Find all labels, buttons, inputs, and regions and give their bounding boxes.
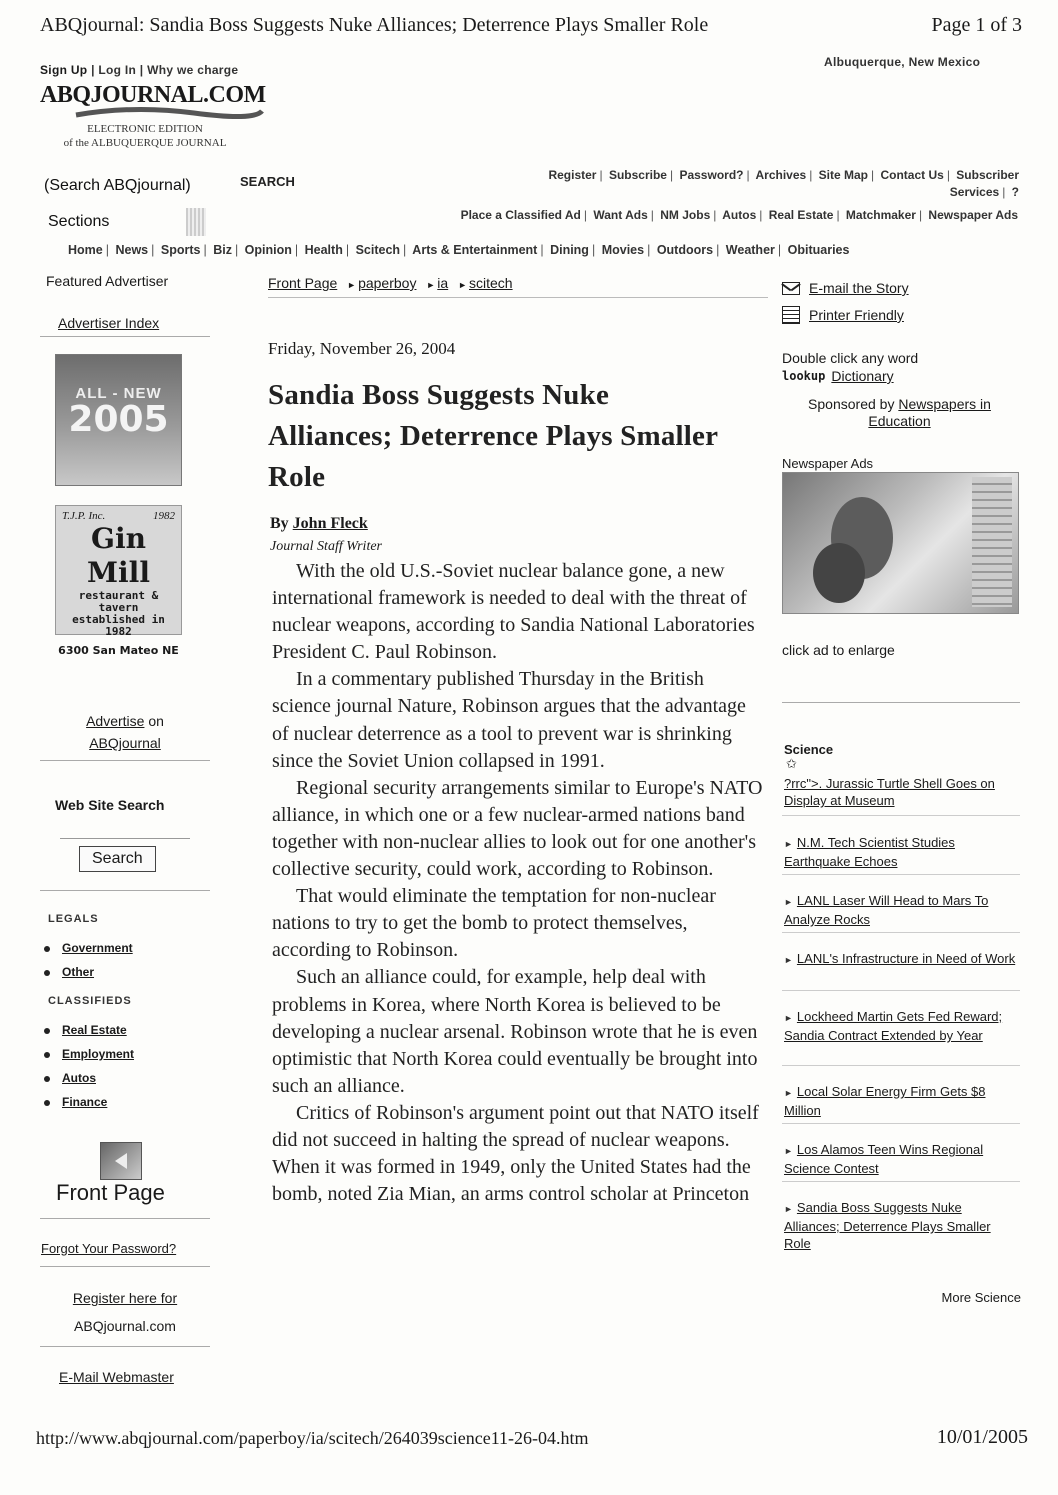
autos-link[interactable]: Autos xyxy=(722,208,757,222)
classified-item[interactable] xyxy=(44,1018,134,1042)
science-item[interactable] xyxy=(784,892,1019,928)
logo-subtitle-1: ELECTRONIC EDITION xyxy=(87,123,203,135)
science-item-link[interactable]: LANL Laser Will Head to Mars To Analyze Rocks xyxy=(784,893,989,927)
science-item-link[interactable]: N.M. Tech Scientist Studies Earthquake Echoes xyxy=(784,835,955,869)
subscriber-services-link-2[interactable]: Services xyxy=(949,185,1000,199)
article-headline: Sandia Boss Suggests Nuke Alliances; Deterrence Plays Smaller Role xyxy=(268,379,718,493)
legal-item[interactable] xyxy=(44,960,133,984)
article-body xyxy=(272,558,767,1208)
science-item[interactable] xyxy=(784,775,1019,809)
science-item-link[interactable]: Local Solar Energy Firm Gets $8 Million xyxy=(784,1084,986,1118)
forgot-password-link[interactable]: Forgot Your Password? xyxy=(41,1241,177,1256)
nav-arts[interactable]: Arts & Entertainment xyxy=(412,243,538,257)
more-science-link[interactable]: More Science xyxy=(941,1290,1021,1305)
dictionary-link[interactable]: Dictionary xyxy=(831,368,894,384)
breadcrumb-arrow-icon: ► xyxy=(347,280,357,290)
contact-link[interactable]: Contact Us xyxy=(880,168,944,182)
printer-friendly-link[interactable]: Printer Friendly xyxy=(809,307,904,323)
legal-item[interactable] xyxy=(44,936,133,960)
nav-home[interactable]: Home xyxy=(68,243,103,257)
legal-other-link[interactable]: Other xyxy=(62,965,95,979)
article-paragraph: Regional security arrangements similar to Europe's NATO alliance, in which one or a few nuclear-armed nations band together with non-nuclear allies to look out for one another's collective security, could work, according to Robinson. xyxy=(272,776,763,881)
nav-dining[interactable]: Dining xyxy=(550,243,589,257)
real-estate-link[interactable]: Real Estate xyxy=(768,208,834,222)
ad2-year: 1982 xyxy=(153,510,175,522)
double-click-hint: Double click any word xyxy=(782,350,919,366)
science-item[interactable] xyxy=(784,950,1019,969)
utility-nav: Register | Subscribe | Password? | Archives | Site Map | Contact Us | Subscriber Services | ? xyxy=(548,168,1019,199)
legals-list xyxy=(44,936,133,984)
breadcrumb-arrow-icon: ► xyxy=(426,280,436,290)
science-heading: Science xyxy=(784,742,834,757)
abqjournal-link[interactable]: ABQjournal xyxy=(89,735,161,751)
web-search-heading: Web Site Search xyxy=(55,797,165,813)
classified-item[interactable] xyxy=(44,1066,134,1090)
email-webmaster-link[interactable]: E-Mail Webmaster xyxy=(59,1369,174,1385)
front-page-link[interactable]: Front Page xyxy=(56,1180,165,1205)
password-link[interactable]: Password? xyxy=(679,168,744,182)
classified-item[interactable] xyxy=(44,1042,134,1066)
legal-government-link[interactable]: Government xyxy=(62,941,133,955)
dictionary-lookup[interactable] xyxy=(782,368,894,384)
breadcrumb-paperboy[interactable]: paperboy xyxy=(358,275,417,291)
sitemap-link[interactable]: Site Map xyxy=(818,168,869,182)
science-arrow-icon: ► xyxy=(784,955,793,965)
newspaper-ad-image[interactable] xyxy=(782,472,1019,614)
science-item-link[interactable]: LANL's Infrastructure in Need of Work xyxy=(796,951,1016,966)
article-paragraph: That would eliminate the temptation for non-nuclear nations to try to get the bomb to protect themselves, according to Robinson. xyxy=(272,885,716,962)
nav-sports[interactable]: Sports xyxy=(160,243,201,257)
advertise-block xyxy=(40,710,210,754)
classified-item[interactable] xyxy=(44,1090,134,1114)
sections-dropdown-icon[interactable] xyxy=(186,208,206,236)
science-arrow-icon: ► xyxy=(784,839,793,849)
main-nav: Home | News | Sports | Biz | Opinion | Health | Scitech | Arts & Entertainment | Dining | Movies | Outdoors | Weather | Obituaries xyxy=(68,243,850,257)
science-item[interactable] xyxy=(784,1008,1019,1044)
ad2-sub1: restaurant & tavern xyxy=(78,589,159,614)
nm-jobs-link[interactable]: NM Jobs xyxy=(660,208,711,222)
classifieds-heading: CLASSIFIEDS xyxy=(48,995,132,1007)
web-search-input[interactable] xyxy=(60,838,190,839)
advertise-on-text: on xyxy=(148,713,164,729)
sponsor-link[interactable]: Newspapers in Education xyxy=(868,396,991,429)
subscriber-services-link[interactable]: Subscriber xyxy=(956,168,1019,182)
printer-icon xyxy=(782,306,800,324)
click-enlarge-hint: click ad to enlarge xyxy=(782,642,895,658)
nav-news[interactable]: News xyxy=(115,243,149,257)
nav-movies[interactable]: Movies xyxy=(601,243,645,257)
science-item-link[interactable]: Los Alamos Teen Wins Regional Science Contest xyxy=(784,1142,984,1176)
science-star-icon: ✩ xyxy=(786,756,797,771)
article-paragraph: In a commentary published Thursday in the British science journal Nature, Robinson argues that the advantage of nuclear deterrence as a tool to prevent war is shrinking since the Soviet Union collapsed in 1991. xyxy=(272,668,746,772)
science-arrow-icon: ► xyxy=(784,897,793,907)
classified-finance-link[interactable]: Finance xyxy=(62,1095,108,1109)
ad2-sub2: established in 1982 xyxy=(72,613,165,638)
register-line1[interactable]: Register here for xyxy=(72,1290,178,1306)
sponsored-by xyxy=(782,396,1017,430)
article-date: Friday, November 26, 2004 xyxy=(268,339,456,358)
breadcrumb-arrow-icon: ► xyxy=(458,280,467,290)
science-arrow-icon: ► xyxy=(784,1013,793,1023)
legals-heading: LEGALS xyxy=(48,913,99,925)
article-paragraph: Critics of Robinson's argument point out that NATO itself did not succeed in halting the spread of nuclear weapons. When it was formed in 1949, only the United States had the bomb, noted Zia Mian, an arms control scholar at Princeton xyxy=(272,1101,759,1206)
ad2-name: Gin Mill xyxy=(87,522,150,589)
want-ads-link[interactable]: Want Ads xyxy=(593,208,648,222)
search-input[interactable]: (Search ABQjournal) xyxy=(44,177,191,194)
byline xyxy=(270,515,368,533)
nav-obituaries[interactable]: Obituaries xyxy=(787,243,850,257)
advertise-link[interactable]: Advertise xyxy=(86,713,145,729)
classified-autos-link[interactable]: Autos xyxy=(62,1071,96,1085)
subscribe-link[interactable]: Subscribe xyxy=(608,168,667,182)
science-item-link[interactable]: ?rrc">. Jurassic Turtle Shell Goes on Display at Museum xyxy=(784,776,995,808)
science-arrow-icon: ► xyxy=(784,1204,793,1214)
front-page-icon[interactable] xyxy=(100,1142,142,1180)
ad1-line1: ALL - NEW xyxy=(75,385,162,402)
breadcrumb-front-page[interactable]: Front Page xyxy=(268,275,338,291)
matchmaker-link[interactable]: Matchmaker xyxy=(845,208,916,222)
print-url: http://www.abqjournal.com/paperboy/ia/scitech/264039science11-26-04.htm xyxy=(36,1428,589,1448)
register-link[interactable]: Register xyxy=(548,168,597,182)
register-line2[interactable]: ABQjournal.com xyxy=(74,1318,176,1334)
science-item-link[interactable]: Lockheed Martin Gets Fed Reward; Sandia Contract Extended by Year xyxy=(784,1009,1003,1043)
ad2-company: T.J.P. Inc. xyxy=(62,510,106,522)
account-links: Sign Up | Log In | Why we charge xyxy=(40,63,239,77)
classified-nav: Place a Classified Ad | Want Ads | NM Jobs | Autos | Real Estate | Matchmaker | Newspaper Ads xyxy=(460,208,1018,222)
newspaper-ads-link[interactable]: Newspaper Ads xyxy=(928,208,1018,222)
byline-by: By xyxy=(270,515,289,532)
nav-scitech[interactable]: Scitech xyxy=(355,243,401,257)
ad-all-new-2005[interactable] xyxy=(55,354,182,486)
email-story-link[interactable]: E-mail the Story xyxy=(809,280,909,296)
breadcrumb-ia[interactable]: ia xyxy=(437,275,449,291)
science-item[interactable] xyxy=(784,1083,1019,1119)
science-arrow-icon: ► xyxy=(784,1088,793,1098)
nav-weather[interactable]: Weather xyxy=(725,243,775,257)
location-label: Albuquerque, New Mexico xyxy=(824,55,981,69)
article-paragraph: With the old U.S.-Soviet nuclear balance gone, a new international framework is needed to deal with the threat of nuclear weapons, according to Sandia National Laboratories President C. Paul Robinson. xyxy=(272,560,755,664)
why-charge-link[interactable]: Why we charge xyxy=(147,63,239,77)
science-item-link[interactable]: Sandia Boss Suggests Nuke Alliances; Deterrence Plays Smaller Role xyxy=(784,1200,991,1251)
email-story[interactable] xyxy=(782,280,909,296)
classifieds-list xyxy=(44,1018,134,1114)
logo-text: ABQJOURNAL.COM xyxy=(40,82,266,108)
sponsored-label: Sponsored by xyxy=(808,396,895,412)
printer-friendly[interactable] xyxy=(782,306,904,324)
logo-subtitle-2: of the ALBUQUERQUE JOURNAL xyxy=(63,137,227,149)
envelope-icon xyxy=(782,282,800,295)
nav-opinion[interactable]: Opinion xyxy=(244,243,292,257)
science-item[interactable] xyxy=(784,1199,1019,1252)
web-search-button[interactable]: Search xyxy=(79,846,156,872)
ad2-address: 6300 San Mateo NE xyxy=(58,644,179,657)
newspaper-ads-label: Newspaper Ads xyxy=(782,456,874,471)
science-item[interactable] xyxy=(784,1141,1019,1177)
author-role: Journal Staff Writer xyxy=(270,539,382,554)
advertiser-index-link[interactable]: Advertiser Index xyxy=(58,315,160,331)
ad1-line2: 2005 xyxy=(68,399,169,440)
archives-link[interactable]: Archives xyxy=(755,168,807,182)
science-arrow-icon: ► xyxy=(784,1146,793,1156)
breadcrumb-scitech[interactable]: scitech xyxy=(469,275,513,291)
ad-gin-mill[interactable] xyxy=(55,505,182,657)
lookup-logo: lookup xyxy=(782,369,826,383)
article-paragraph: Such an alliance could, for example, help deal with problems in Korea, where North Korea is believed to be developing a nuclear arsenal. Robinson wrote that he is even optimistic that North Korea could eventually be brought into such an alliance. xyxy=(272,966,758,1097)
print-header-title: ABQjournal: Sandia Boss Suggests Nuke Alliances; Deterrence Plays Smaller Role xyxy=(40,14,709,36)
classified-real-estate-link[interactable]: Real Estate xyxy=(62,1023,127,1037)
science-item[interactable] xyxy=(784,834,1019,870)
nav-biz[interactable]: Biz xyxy=(213,243,232,257)
login-link[interactable]: Log In xyxy=(98,63,137,77)
site-logo[interactable] xyxy=(40,82,270,149)
print-date: 10/01/2005 xyxy=(936,1426,1028,1448)
print-page-number: Page 1 of 3 xyxy=(931,14,1022,36)
help-link[interactable]: ? xyxy=(1011,185,1019,199)
signup-link[interactable]: Sign Up xyxy=(40,63,88,77)
featured-advertiser-label: Featured Advertiser xyxy=(46,273,169,289)
nav-outdoors[interactable]: Outdoors xyxy=(656,243,714,257)
nav-health[interactable]: Health xyxy=(304,243,343,257)
classified-ad-link[interactable]: Place a Classified Ad xyxy=(460,208,581,222)
register-block[interactable] xyxy=(40,1284,210,1340)
classified-employment-link[interactable]: Employment xyxy=(62,1047,135,1061)
sections-select[interactable]: Sections xyxy=(48,213,110,230)
search-button[interactable]: SEARCH xyxy=(240,174,295,189)
breadcrumb xyxy=(268,275,513,291)
author-link[interactable]: John Fleck xyxy=(292,515,368,532)
